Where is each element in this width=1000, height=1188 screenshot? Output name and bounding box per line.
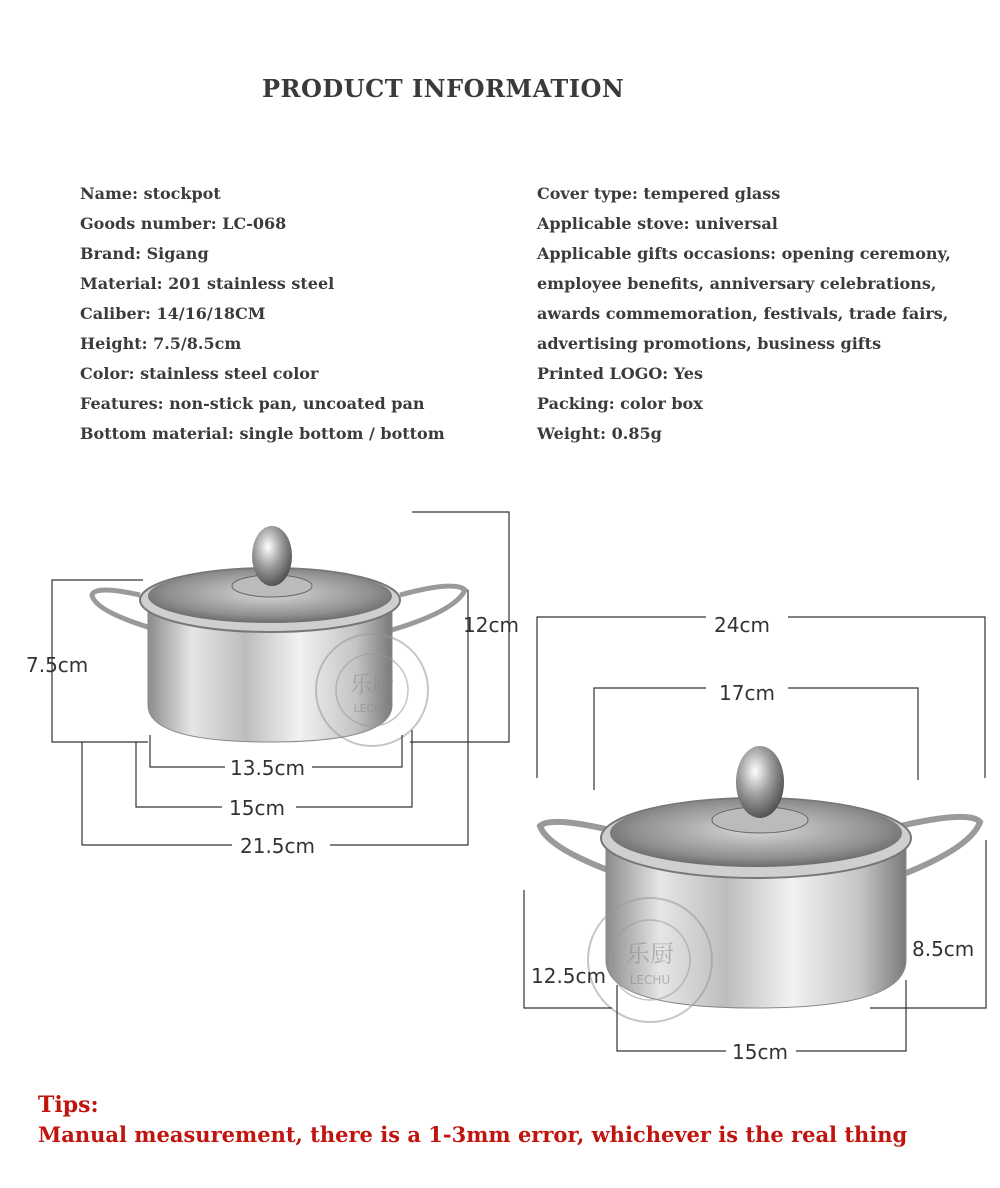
spec-item: Caliber: 14/16/18CM <box>80 304 266 323</box>
spec-item: Color: stainless steel color <box>80 364 319 383</box>
spec-item: awards commemoration, festivals, trade fairs, <box>537 304 949 323</box>
spec-item: advertising promotions, business gifts <box>537 334 882 353</box>
logo-subtext: LECHU <box>629 973 671 987</box>
spec-item: Applicable stove: universal <box>537 214 778 233</box>
small-mouth-label: 15cm <box>229 796 285 820</box>
logo-subtext: LECHU <box>353 702 391 715</box>
large-bottom-label: 15cm <box>732 1040 788 1064</box>
spec-item: Packing: color box <box>537 394 703 413</box>
small-bottom-label: 13.5cm <box>230 756 306 780</box>
page-title: PRODUCT INFORMATION <box>262 74 625 103</box>
spec-item: Weight: 0.85g <box>537 424 662 443</box>
spec-item: Cover type: tempered glass <box>537 184 781 203</box>
spec-item: employee benefits, anniversary celebrations, <box>537 274 937 293</box>
lid-knob <box>736 746 784 818</box>
tips-section <box>38 1090 907 1150</box>
large-mouth-label: 17cm <box>719 681 775 705</box>
spec-item: Bottom material: single bottom / bottom <box>80 424 445 443</box>
spec-item: Goods number: LC-068 <box>80 214 287 233</box>
spec-item: Brand: Sigang <box>80 244 209 263</box>
tips-title: Tips: <box>38 1092 99 1118</box>
spec-item: Printed LOGO: Yes <box>537 364 703 383</box>
small-pot <box>92 526 465 746</box>
small-handle-width-label: 21.5cm <box>240 834 316 858</box>
lid-knob <box>252 526 292 586</box>
spec-item: Features: non-stick pan, uncoated pan <box>80 394 425 413</box>
spec-item: Applicable gifts occasions: opening ceremony, <box>537 244 951 263</box>
large-handle-width-label: 24cm <box>714 613 770 637</box>
logo-text: 乐厨 <box>626 940 674 968</box>
logo-text: 乐厨 <box>349 673 395 698</box>
spec-item: Height: 7.5/8.5cm <box>80 334 242 353</box>
spec-item: Material: 201 stainless steel <box>80 274 335 293</box>
tips-text: Manual measurement, there is a 1-3mm error, whichever is the real thing <box>38 1122 908 1147</box>
small-total-height-label: 12cm <box>463 613 519 637</box>
small-height-label: 7.5cm <box>26 653 89 677</box>
spec-item: Name: stockpot <box>80 184 221 203</box>
large-body-label: 12.5cm <box>531 964 607 988</box>
large-height-label: 8.5cm <box>912 937 975 961</box>
